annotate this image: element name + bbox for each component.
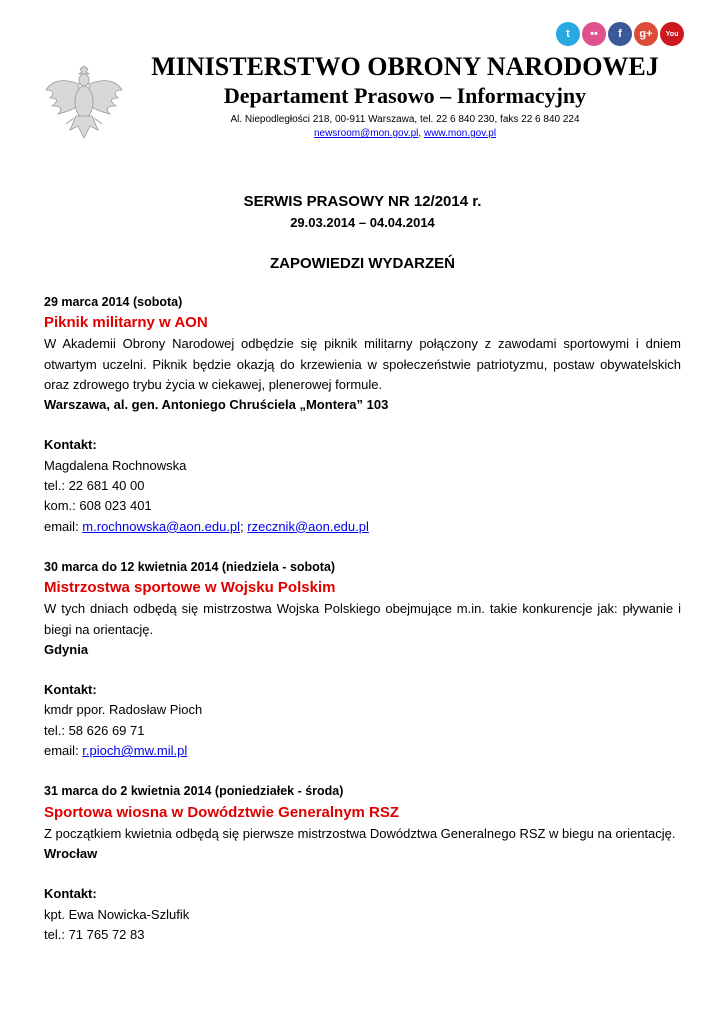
issue-dates: 29.03.2014 – 04.04.2014 — [290, 215, 435, 230]
ministry-title: MINISTERSTWO OBRONY NARODOWEJ — [151, 52, 659, 81]
contact-name: Magdalena Rochnowska — [44, 457, 187, 473]
event-title: Mistrzostwa sportowe w Wojsku Polskim — [44, 579, 336, 597]
event-title: Sportowa wiosna w Dowództwie Generalnym RSZ — [44, 803, 400, 821]
link-separator: , — [418, 128, 424, 139]
contact-phone: tel.: 22 681 40 00 — [44, 478, 145, 494]
event-description: W Akademii Obrony Narodowej odbędzie się piknik militarny połączony z zawodami sportowymi i dniem otwartym uczelni. Piknik będzie okazją do krzewienia w społeczeństwie patriotyzmu, postaw obywatelskich oraz zdrowego trybu życia w ciekawej, plenerowej formule. — [44, 336, 681, 392]
contact-label: Kontakt: — [44, 682, 97, 698]
email-link-secondary[interactable]: rzecznik@aon.edu.pl — [247, 518, 369, 534]
contact-label: Kontakt: — [44, 886, 97, 902]
event-description: W tych dniach odbędą się mistrzostwa Wojska Polskiego obejmujące m.in. takie konkurencje jak: pływanie i biegi na orientację. — [44, 601, 681, 637]
event-date: 29 marca 2014 (sobota) — [44, 295, 183, 309]
google-plus-icon[interactable]: g+ — [634, 22, 658, 46]
department-subtitle: Departament Prasowo – Informacyjny — [223, 83, 587, 108]
twitter-icon[interactable]: t — [556, 22, 580, 46]
event-item — [44, 557, 681, 761]
social-icons — [556, 22, 684, 46]
email-prefix: email: — [44, 743, 83, 759]
issue-title: SERWIS PRASOWY NR 12/2014 r. — [243, 193, 482, 210]
contact-mobile: kom.: 608 023 401 — [44, 498, 152, 514]
email-separator: ; — [240, 518, 248, 534]
event-title: Piknik militarny w AON — [44, 314, 208, 332]
contact-label: Kontakt: — [44, 437, 97, 453]
website-link[interactable]: www.mon.gov.pl — [423, 128, 497, 139]
contact-email — [44, 517, 681, 537]
event-location: Gdynia — [44, 641, 89, 657]
flickr-icon[interactable]: •• — [582, 22, 606, 46]
email-link[interactable]: m.rochnowska@aon.edu.pl — [82, 518, 241, 534]
events-list — [44, 292, 681, 965]
contact-phone: tel.: 71 765 72 83 — [44, 926, 145, 942]
youtube-icon[interactable]: You — [660, 22, 684, 46]
contact-name: kpt. Ewa Nowicka-Szlufik — [44, 906, 190, 922]
event-description: Z początkiem kwietnia odbędą się pierwsze mistrzostwa Dowództwa Generalnego RSZ w biegu na orientację. — [44, 825, 676, 841]
event-location: Wrocław — [44, 845, 98, 861]
event-item — [44, 781, 681, 945]
email-link[interactable]: r.pioch@mw.mil.pl — [82, 743, 188, 759]
contact-email — [44, 741, 681, 761]
contact-name: kmdr ppor. Radosław Pioch — [44, 702, 203, 718]
email-prefix: email: — [44, 518, 83, 534]
event-date: 31 marca do 2 kwietnia 2014 (poniedziałek - środa) — [44, 784, 344, 799]
event-item — [44, 292, 681, 537]
event-date: 30 marca do 12 kwietnia 2014 (niedziela - sobota) — [44, 559, 336, 574]
section-title: ZAPOWIEDZI WYDARZEŃ — [270, 255, 455, 272]
facebook-icon[interactable]: f — [608, 22, 632, 46]
eagle-emblem-icon — [44, 60, 124, 145]
header-address: Al. Niepodległości 218, 00-911 Warszawa, tel. 22 6 840 230, faks 22 6 840 224 — [230, 114, 580, 125]
newsroom-email-link[interactable]: newsroom@mon.gov.pl — [313, 128, 419, 139]
header-links — [145, 127, 665, 141]
contact-phone: tel.: 58 626 69 71 — [44, 722, 145, 738]
event-location: Warszawa, al. gen. Antoniego Chruściela „Montera” 103 — [44, 397, 389, 413]
